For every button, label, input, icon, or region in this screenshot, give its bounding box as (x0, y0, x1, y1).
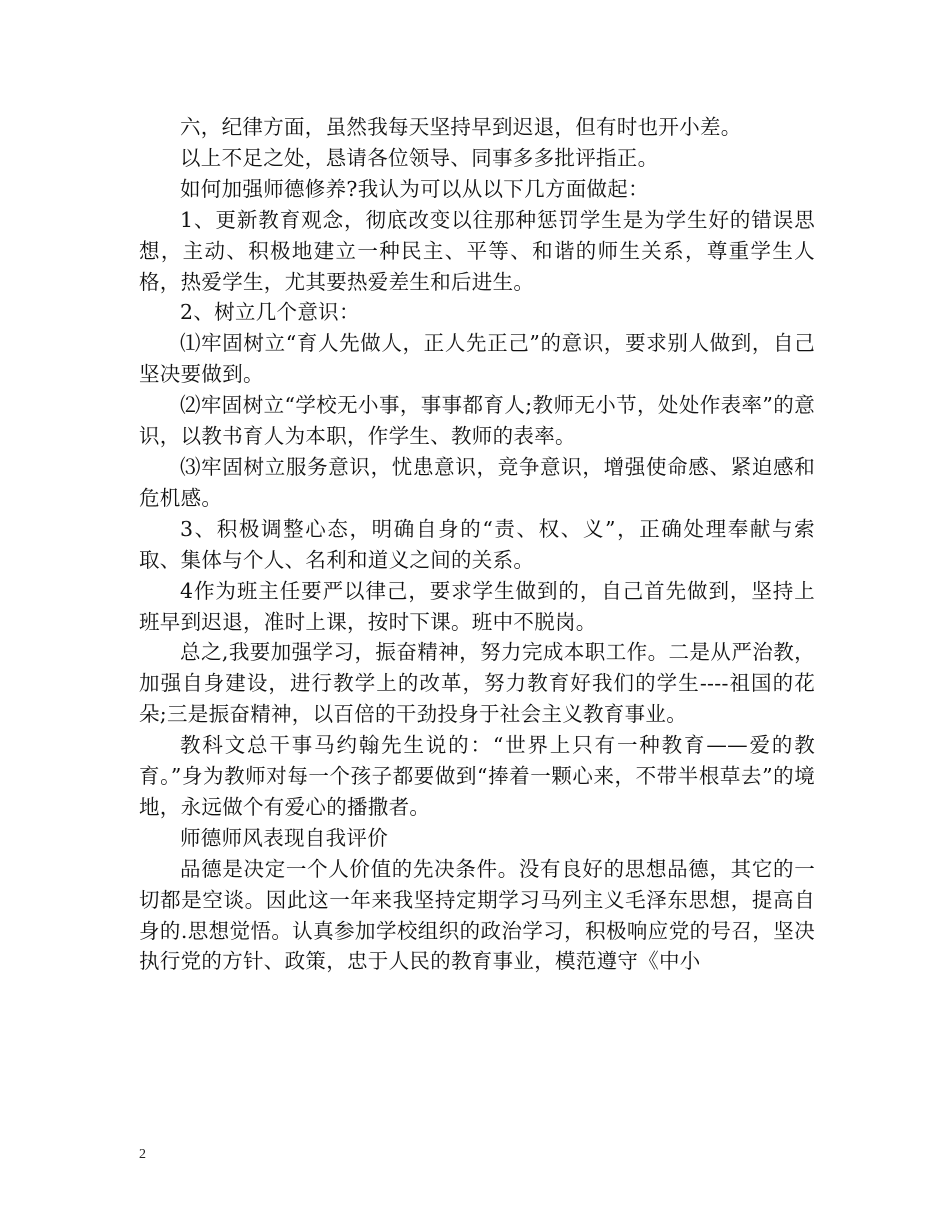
paragraph-point-2-1: ⑴牢固树立“育人先做人，正人先正己”的意识，要求别人做到，自己坚决要做到。 (139, 331, 815, 387)
paragraph-request-criticism: 以上不足之处，恳请各位领导、同事多多批评指正。 (180, 145, 659, 170)
paragraph-quote: 教科文总干事马约翰先生说的：“世界上只有一种教育——爱的教育。”身为教师对每一个孩子都要做到“捧着一颗心来，不带半根草去”的境地，永远做个有爱心的播撒者。 (139, 733, 815, 819)
paragraph-point-2-2: ⑵牢固树立“学校无小事，事事都育人;教师无小节，处处作表率”的意识，以教书育人为本职，作学生、教师的表率。 (139, 393, 815, 449)
paragraph-discipline: 六，纪律方面，虽然我每天坚持早到迟退，但有时也开小差。 (180, 115, 742, 139)
section-heading: 师德师风表现自我评价 (180, 825, 388, 850)
paragraph-point-1: 1、更新教育观念，彻底改变以往那种惩罚学生是为学生好的错误思想，主动、积极地建立一种民主、平等、和谐的师生关系，尊重学生人格，热爱学生，尤其要热爱差生和后进生。 (139, 207, 815, 294)
paragraph-character: 品德是决定一个人价值的先决条件。没有良好的思想品德，其它的一切都是空谈。因此这一年来我坚持定期学习马列主义毛泽东思想，提高自身的.思想觉悟。认真参加学校组织的政治学习，积极响应党的号召，坚决执行党的方针、政策，忠于人民的教育事业，模范遵守《中小 (139, 856, 815, 974)
page-number: 2 (139, 1147, 146, 1162)
paragraph-summary: 总之,我要加强学习，振奋精神，努力完成本职工作。二是从严治教，加强自身建设，进行教学上的改革，努力教育好我们的学生----祖国的花朵;三是振奋精神，以百倍的干劲投身于社会主义教育事业。 (139, 640, 815, 727)
paragraph-point-4: 4作为班主任要严以律己，要求学生做到的，自己首先做到，坚持上班早到迟退，准时上课，按时下课。班中不脱岗。 (139, 578, 815, 634)
document-body (139, 112, 815, 977)
paragraph-point-2-3: ⑶牢固树立服务意识，忧患意识，竞争意识，增强使命感、紧迫感和危机感。 (139, 454, 815, 510)
paragraph-point-3: 3、积极调整心态，明确自身的“责、权、义”，正确处理奉献与索取、集体与个人、名利和道义之间的关系。 (139, 516, 815, 572)
paragraph-how-to-improve: 如何加强师德修养?我认为可以从以下几方面做起： (180, 176, 649, 201)
paragraph-point-2: 2、树立几个意识： (180, 300, 360, 325)
